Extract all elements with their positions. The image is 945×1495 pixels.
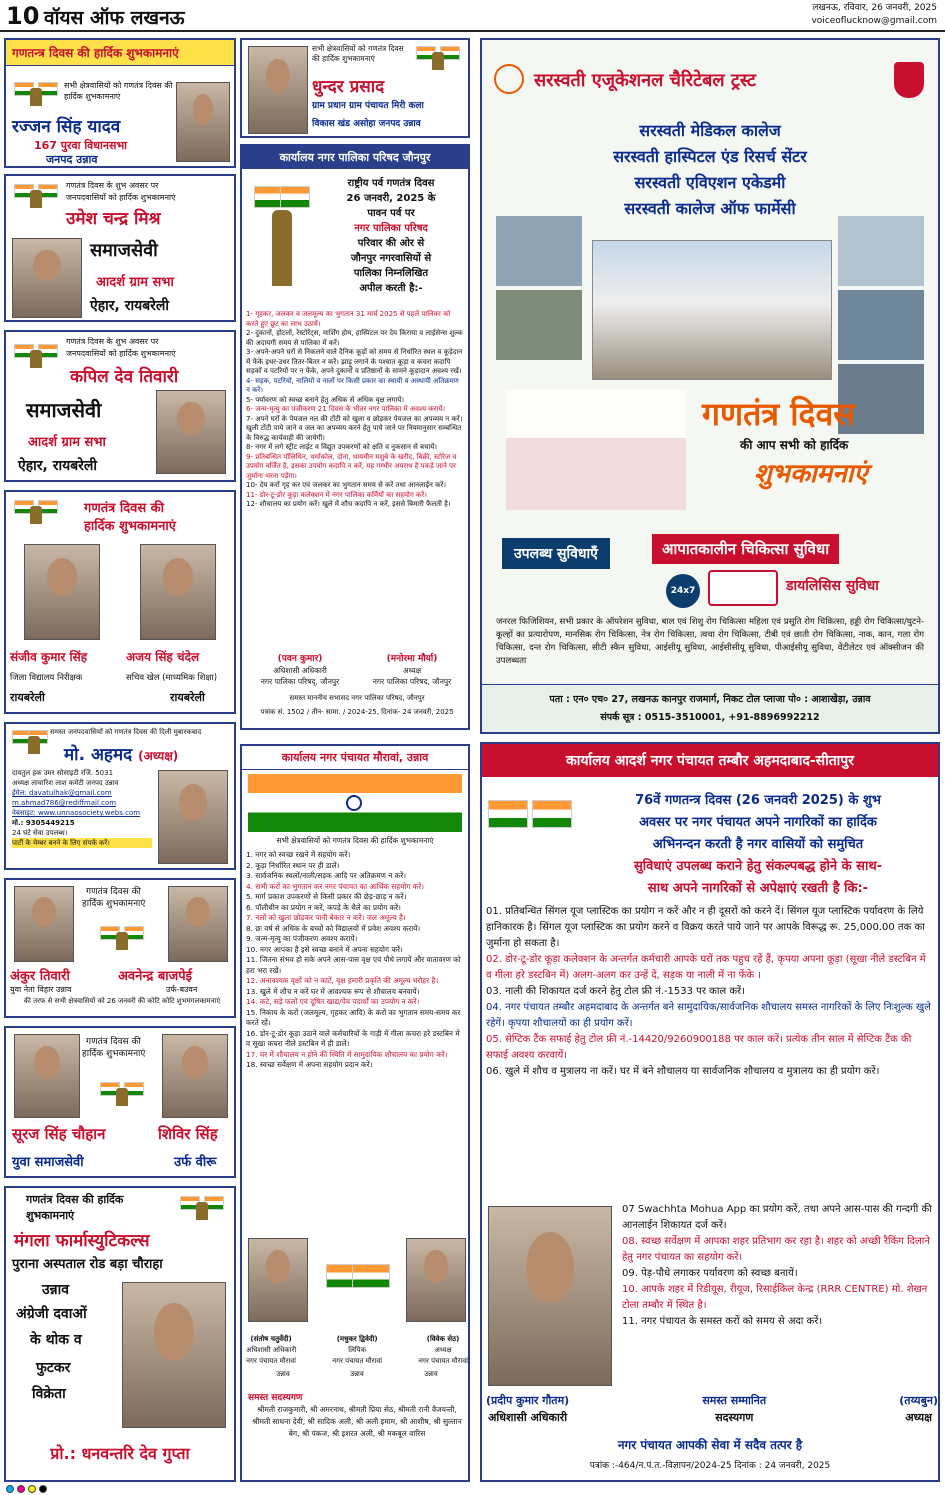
appeal-item: 6- जन्म-मृत्यु का पंजीकरण 21 दिवस के भीतर नगर पालिका में अवश्य करायें। (246, 405, 446, 413)
email-2[interactable]: m.ahmad786@rediffmail.com (12, 799, 117, 807)
services-list: जनरल फिजिशियन, सभी प्रकार के ऑपरेशन सुविधा, बाल एवं शिशु रोग चिकित्सा महिला एवं प्रसूति रोग चिकित्सा, हड्डी रोग चिकित्सा/घुटने-कूल्हों का प्रत्यारोपण, मानसिक रोग चिकित्सा, नेत्र रोग चिकित्सा, त्वचा रोग चिकित्सा, टीबी एवं छाती रोग चिकित्सा, नाक, कान, गला रोग चिकित्सा, दन्त रोग चिकित्सा, सीटी स्कैन सुविधा, आईसीयू सुविधा, आईसीसीयू सुविधा, पीआईसीयू सुविधा, वेंटीलेटर एवं ऑक्सीजन की उपलब्धता (496, 617, 924, 666)
flag-icon-2 (532, 800, 572, 828)
photo-right-1 (838, 216, 924, 286)
signatory-2 (702, 1392, 766, 1426)
name-2: शिविर सिंह (158, 1125, 218, 1143)
expectation-item: 04. नगर पंचायत तम्बौर अहमदाबाद के अन्तर्गत बने सामुदायिक/सार्वजनिक शौचालय समस्त नागरिकों के लिए निःशुल्क खुले रहेगें। कृपया शौचालयों का ही प्रयोग करें। (486, 1002, 931, 1029)
flag-emblem-icon (12, 342, 60, 372)
ad-title-2: हार्दिक शुभकामनाएं (82, 899, 146, 909)
ad-subtitle-2: जनपदवासियों को हार्दिक शुभकामनाएं (66, 193, 176, 202)
ad-suraj-shivir (4, 1026, 236, 1178)
flags-icon (488, 796, 574, 860)
wish-line: की आप सभी को हार्दिक (740, 438, 849, 452)
ad-title-1: गणतंत्र दिवस की (86, 887, 141, 897)
signatory-2 (332, 1334, 382, 1367)
appeal-item: 15. निकाय के करों (जलमूल्य, गृहकर आदि) के करों का भुगतान समय-समय कर करते रहें। (246, 1007, 461, 1027)
ad-subtitle: गणतंत्र दिवस के शुभ अवसर पर (66, 337, 159, 346)
portrait-photo (158, 770, 228, 864)
photo-left-1 (496, 216, 582, 286)
portrait-photo (12, 238, 82, 318)
email-text: voiceoflucknow@gmail.com (811, 16, 937, 26)
portrait-photo-2 (162, 1034, 228, 1118)
appeal-item: 7- अपने घरों के पेयजल नल की टोंटी को खुला व छोड़कर पेयजल का अपव्यय न करें। खुली टोंटी पाये जाने व जल का अपव्यय करने हेतु पाये जाने पर नियमानुसार सम्बन्धित के विरुद्ध कार्यवाही की जायेगी। (246, 414, 463, 442)
republic-day-title: गणतंत्र दिवस (702, 395, 855, 433)
person-name: कपिल देव तिवारी (70, 367, 179, 387)
intro-4: सुविधाएं उपलब्ध कराने हेतु संकल्पबद्ध होने के साथ- (633, 859, 883, 874)
role-1: युवा नेता विहार उन्नाव (10, 985, 72, 994)
wish-script: शुभकामनाएं (754, 459, 868, 489)
sig-office: नगर पालिका परिषद्, जौनपुर (260, 677, 340, 686)
sig-name: (संतोष चतुर्वेदी) (250, 1335, 292, 1343)
org-line-2: अध्यक्ष लावारिश लाश कमेटी जनपद उन्नाव (12, 779, 119, 787)
portrait-photo-1 (14, 886, 74, 962)
expectation-list (482, 904, 938, 1080)
intro-3: पावन पर्व पर (367, 208, 415, 219)
page-number: 10 (6, 2, 40, 30)
badge-24x7-icon: 24x7 (666, 574, 700, 608)
name-1: सूरज सिंह चौहान (12, 1125, 106, 1143)
office-title: कार्यालय आदर्श नगर पंचायत तम्बौर अहमदाबाद-सीतापुर (482, 744, 938, 777)
sig-office: नगर पंचायत मौरावां (246, 1357, 296, 1365)
expectation-item: 10. आपके शहर में रिडीयूस, रीयूज, रिसाईकिल केन्द्र (RRR CENTRE) मो. शेखन टोला तम्बौर में स्थित है। (622, 1284, 928, 1311)
intro-text (316, 176, 466, 296)
ad-subtitle: सभी क्षेत्रवासियों को गणतंत्र दिवस की हार्दिक शुभकामनाएं (312, 44, 404, 63)
appeal-item: 8- नगर में लगे स्ट्रीट लाईट व विद्युत उपकरणों को क्षति व नुकसान से बचायें। (246, 443, 438, 451)
sig-role: सदस्यगण (715, 1411, 754, 1424)
town: ऐहार, रायबरेली (90, 298, 170, 314)
photo-right-2 (838, 290, 924, 360)
flag-icon (488, 800, 528, 828)
color-registration-marks (0, 1485, 945, 1495)
officials-photos (248, 1238, 466, 1326)
expectation-item: 06. खुले में शौच व मुत्रालय ना करें। घर में बने शौचालय या सार्वजनिक शौचालय व मुत्रालय का ही प्रयोग करें। (486, 1066, 880, 1077)
institution-2: सरस्वती हास्पिटल एंड रिसर्च सेंटर (613, 147, 807, 166)
ad-title-2: शुभकामनाएं (26, 1209, 75, 1222)
expectation-item: 03. नाली की शिकायत दर्ज करने हेतु टोल फ्री नं.-1533 पर काल करें। (486, 986, 745, 997)
ad-title-2: हार्दिक शुभकामनाएं (84, 519, 176, 534)
ad-sanjeev-ajay (4, 490, 236, 714)
business-name: मंगला फार्मास्युटिकल्स (14, 1231, 150, 1251)
mark-y (28, 1485, 36, 1493)
appeal-item: 3- अपने-अपने घरों से निकलने वाले दैनिक कूड़ों को समय से निर्धारित स्थल व कूड़ेदान में फेंके इधर-उधर तितर-बितर न करें। झाड़ू लगाने के पश्चात कूड़ा व कचरा कदापि सड़कों व पटरियों पर न फेंके, अपने दुकानों व प्रतिष्ठानों के सामने कूड़ादान अवश्य रखें। (246, 348, 463, 375)
emergency-label: आपातकालीन चिकित्सा सुविधा (652, 534, 839, 564)
officer-photo (488, 1206, 612, 1386)
address: पुराना अस्पताल रोड बड़ा चौराहा (12, 1257, 163, 1272)
ad-kapil-tiwari (4, 330, 236, 482)
reference-line: पत्रांक :-464/न.पं.त.-विज्ञापन/2024-25 दिनांक : 24 जनवरी, 2025 (589, 1461, 831, 1471)
sig-name: (तय्यबुन) (899, 1394, 938, 1407)
phone: मो.: 9305449215 (12, 819, 75, 827)
appeal-item: 3. सार्वजनिक स्थलों/नाली/सड़क आदि पर अतिक्रमण न करें। (246, 871, 406, 880)
appeal-item: 13. खुले में शौच न करें घर में आवश्यक रूप से शौचालय बनवायें। (246, 986, 420, 996)
intro-2: अवसर पर नगर पंचायत अपने नागरिकों का हार्दिक (639, 815, 877, 830)
person-name (64, 742, 178, 765)
appeal-item: 10- देय करों गृह कर एवं जलकर का भुगतान समय से करें तथा आनलाईन करें। (246, 481, 447, 489)
signatory-2 (360, 654, 464, 687)
desc-4: विक्रेता (32, 1386, 66, 1402)
chakra-icon (346, 795, 362, 811)
appeal-item: 9- प्रतिबन्धित पॉलिथिन, थर्माकोल, दोना, थायमीन मशुबे के खरीद, बिक्री, स्टोरेज व उपयोग वर्जित है, इसका उपयोग कदापि न करें, यह गम्भीर अपराध है पकड़े जाने पर जुर्माना भरना पड़ेगा। (246, 452, 457, 480)
signatories (246, 1334, 468, 1367)
place-2: रायबरेली (170, 691, 205, 704)
contact: संपर्क सूत्र : 0515-3510001, +91-8896992212 (600, 712, 820, 723)
expectation-item: 07 Swachhta Mohua App का प्रयोग करें, तथा अपने आस-पास की गन्दगी की आनलाईन शिकायत दर्ज करें। (622, 1204, 932, 1231)
ad-dhundar-prasad (240, 38, 470, 138)
ad-subtitle: सभी क्षेत्रवासियों को गणतंत्र दिवस की हार्दिक शुभकामनाएं (276, 836, 434, 845)
expectation-list-2 (618, 1202, 938, 1330)
expectation-item: 11. नगर पंचायत के समस्त करों को समय से अदा करें। (622, 1316, 823, 1327)
intro-3: अभिनन्दन करती है नगर वासियों को समुचित (652, 837, 864, 852)
flag-emblem-icon (414, 44, 462, 74)
intro-8: अपील करती है:- (359, 283, 423, 294)
masthead (0, 0, 945, 32)
emblem-icon (272, 210, 292, 286)
place-1: रायबरेली (10, 691, 45, 704)
person-name: उमेश चन्द्र मिश्र (66, 209, 161, 229)
appeal-item: 18. स्वच्छ सर्वेक्षण में अपना सहयोग प्रदान करें। (246, 1060, 373, 1069)
expectation-item: 02. डोर-टू-डोर कूड़ा कलेक्शन के अन्तर्गत कर्मचारी आपके घरों तक पहुच रहें हैं, कृपया अपना कूड़ा (सूखा नीले डस्टबिन में व गीला हरे डस्टबिन में) अलग-अलग कर उन्हें दें, सड़क या नाली में ना फेंके । (486, 954, 926, 981)
ambulance-icon (708, 570, 778, 606)
flags-image (250, 180, 314, 290)
expectation-item: 05. सेप्टिक टैंक सफाई हेतु टोल फ्री नं.-14420/9260900188 पर काल करें। प्रत्येक तीन साल में सेप्टिक टैंक की सफाई अवश्य करवायें। (486, 1034, 912, 1061)
appeal-item: 17. घर में शौचालय न होने की स्थिति में सामुदायिक शौचालय का प्रयोग करें। (246, 1049, 448, 1059)
ad-title-2: हार्दिक शुभकामनाएं (82, 1049, 146, 1059)
person-tag: (अध्यक्ष) (138, 749, 179, 763)
website[interactable]: वेबसाइट: www.unnaosociety.webs.com (12, 809, 141, 817)
members-line: समस्त माननीय सभासद नगर पालिका परिषद, जौनपुर (289, 694, 425, 702)
appeal-item: 9. जन्म-मृत्यु का पंजीकरण अवश्य करायें। (246, 934, 358, 943)
contact-bar (482, 684, 938, 732)
sig-role: अधिशासी अधिकारी (488, 1411, 568, 1424)
appeal-item: 12- शौचालय का प्रयोग करें। खुले में शौच कदापि न करें, इससे बिमारी फैलती है। (246, 500, 451, 508)
intro-5: परिवार की ओर से (357, 238, 425, 249)
constituency: 167 पुरवा विधानसभा (34, 139, 128, 152)
sig-name: (प्रदीप कुमार गौतम) (486, 1394, 570, 1407)
intro-5: साथ अपने नागरिकों से अपेक्षाएं रखती है कि:- (647, 881, 869, 896)
portrait-photo (122, 1282, 226, 1428)
appeal-item: 10. नगर आपका है इसे स्वच्छ बनाने में अपना सहयोग करें। (246, 944, 403, 954)
intro-4: नगर पालिका परिषद (354, 223, 428, 234)
place-2: उन्नाव (350, 1370, 364, 1378)
appeal-item: 4. सभी करों का भुगतान कर नगर पंचायत का आर्थिक सहयोग करें। (246, 881, 425, 891)
flag-emblem-icon (178, 1194, 226, 1224)
sig-office: नगर पालिका परिषद, जौनपुर (372, 677, 452, 686)
appeal-item: 4- सड़क, पटरियों, नालियों व नालों पर किसी प्रकार का स्थायी व अस्थायी अतिक्रमण न करें। (246, 376, 459, 394)
campus-photo (592, 240, 832, 380)
ad-subtitle: समस्त जनपदवासियों को गणतंत्र दिवस की दिली मुबारकबाद (50, 728, 202, 736)
sig-role: अध्यक्ष (905, 1411, 933, 1424)
intro-2: 26 जनवरी, 2025 के (346, 193, 436, 204)
intro-7: पालिका निम्नलिखित (353, 268, 429, 279)
trust-logo-icon (494, 64, 524, 94)
ad-nagar-panchayat-mauranwan (240, 744, 470, 1482)
desc-2: के थोक व (30, 1332, 82, 1348)
facilities-label: उपलब्ध सुविधाएँ (502, 538, 610, 569)
service-note: 24 घंटे सेवा उपलब्ध। (12, 829, 68, 837)
appeal-item: 7. नलों को खुला छोड़कर पानी बेकार न करें। जल अमूल्य है। (246, 913, 406, 922)
ad-title-1: गणतंत्र दिवस की हार्दिक (26, 1193, 124, 1206)
portrait-photo-2 (140, 544, 216, 640)
greeting-line: की तरफ से सभी क्षेत्रवासियों को 26 जनवरी की कोटि कोटि शुभमंगलकामनाएं (23, 997, 221, 1005)
info-lines (12, 768, 152, 848)
portrait-photo-2 (168, 886, 228, 962)
town: ऐहार, रायबरेली (18, 458, 98, 474)
flag-icon-2 (280, 186, 310, 208)
appeal-item: 1- गृहकर, जलकर व जलमूल्य का भुगतान 31 मार्च 2025 से पहले पालिका को करते हुए छूट का लाभ उठायें। (246, 310, 451, 328)
sig-role: अधिशासी अधिकारी (273, 666, 327, 675)
signatory-1 (486, 1392, 569, 1426)
signatories (486, 1392, 938, 1426)
institution-4: सरस्वती कालेज ऑफ फार्मेसी (624, 199, 796, 218)
appeal-item: 1. नगर को स्वच्छ रखने में सहयोग करें। (246, 850, 351, 859)
appeal-item: 5- पर्यावरण को स्वच्छ बनाने हेतु अधिक से अधिक वृक्ष लगायें। (246, 395, 405, 404)
person-name: धुन्दर प्रसाद (312, 77, 385, 97)
role-1: जिला विद्यालय निरीक्षक (10, 673, 83, 683)
desc-1: अंग्रेजी दवाओं (16, 1306, 87, 1322)
sig-name: समस्त सम्मानित (702, 1394, 767, 1407)
intro-text (578, 790, 938, 900)
place-1: उन्नाव (276, 1370, 290, 1378)
ad-mangla-pharma (4, 1186, 236, 1482)
ad-title: गणतन्त्र दिवस की हार्दिक शुभकामनाएं (6, 40, 234, 66)
appeal-item: 6. पॉलीथीन का प्रयोग न करें, कपड़े के थैले का प्रयोग करें। (246, 902, 401, 912)
sig-role: अध्यक्ष (434, 1346, 452, 1354)
district: जनपद उन्नाव (46, 153, 98, 166)
place-line (246, 1370, 468, 1379)
date-line (811, 2, 937, 28)
intro-1: राष्ट्रीय पर्व गणतंत्र दिवस (347, 178, 435, 189)
red-fort-illustration (506, 390, 686, 510)
signatory-3 (899, 1392, 938, 1426)
role-2: उर्फ वीरू (174, 1155, 217, 1170)
portrait-photo-1 (14, 1034, 80, 1118)
flag-emblem-icon (12, 80, 60, 110)
appeal-item: 14. कटे, सड़े फलों एवं दूषित खाद्य/पेय पदार्थों का उपयोग न करें। (246, 997, 420, 1006)
designation: ग्राम प्रधान ग्राम पंचायत मिरी कला (312, 101, 424, 111)
institution-1: सरस्वती मेडिकल कालेज (639, 121, 781, 140)
institution-3: सरस्वती एविएशन एकेडमी (634, 173, 786, 192)
appeal-item: 16. डोर-टू-डोर कूड़ा उठाने वाले कर्मचारियों के गाड़ी में गीला कचरा हरे डस्टबिन में व सूखा कचरा नीले डस्टबिन में ही डालें। (246, 1028, 460, 1048)
village: आदर्श ग्राम सभा (96, 275, 174, 290)
name-2: अवनेन्द्र बाजपेई (118, 969, 193, 984)
name-1: अंकुर तिवारी (10, 969, 70, 984)
office-title: कार्यालय नगर पंचायत मौरावां, उन्नाव (242, 746, 468, 770)
sig-name: (मधुकर द्विवेदी) (336, 1335, 378, 1343)
flag-emblem-icon (12, 182, 60, 212)
flag-emblem-icon (12, 498, 60, 528)
ad-saraswati-trust (480, 38, 940, 734)
expectation-item: 09. पेड़-पौधे लगाकर पर्यावरण को स्वच्छ बनायें। (622, 1268, 798, 1279)
ad-rajjan-singh (4, 38, 236, 168)
members-list: श्रीमती राजकुमारी, श्री अमरनाथ, श्रीमती प्रिया सेठ, श्रीमती रानी वैजयन्ती, श्रीमती साधना देवी, श्री सादिक अली, श्री अली इमाम, श्री आशीष, श्री सुल्तान बेग, श्री पंकज, श्री इशरत अली, श्री मकबूल वारिस (252, 1405, 462, 1438)
appeal-item: 11- डोर-टू-डोर कूड़ा कलेक्शन में नगर पालिका कर्मियों का सहयोग करें। (246, 490, 427, 499)
expectation-item: 08. स्वच्छ सर्वेक्षण में आपका शहर प्रतिभाग कर रहा है। शहर को अच्छी रैकिंग दिलाने हेतु नगर पंचायत का सहयोग करें। (622, 1236, 930, 1263)
role-2: उर्फ-बउवन (166, 985, 198, 994)
ad-umesh-mishra (4, 174, 236, 322)
org-line: दावतुल हक उमर सोसाइटी रजि. 5031 (12, 769, 114, 777)
sig-role: अधिशासी अधिकारी (246, 1346, 297, 1354)
portrait-photo (156, 390, 226, 474)
ad-ankur-avnendra (4, 878, 236, 1018)
mark-c (6, 1485, 14, 1493)
dateline-text: लखनऊ, रविवार, 26 जनवरी, 2025 (812, 3, 937, 13)
trust-name: सरस्वती एजूकेशनल चैरिटेबल ट्रस्ट (534, 70, 756, 91)
office-title: कार्यालय नगर पालिका परिषद जौनपुर (242, 146, 468, 169)
ad-subtitle-2: जनपदवासियों को हार्दिक शुभकामनाएं (66, 349, 176, 358)
ad-title-1: गणतंत्र दिवस की (86, 1037, 141, 1047)
ad-subtitle: गणतंत्र दिवस के शुभ अवसर पर (66, 181, 159, 190)
portrait-photo-1 (248, 1238, 308, 1322)
appeal-item: 2. कूड़ा निर्धारित स्थान पर ही डालें। (246, 860, 340, 870)
desc-3: फुटकर (36, 1360, 71, 1376)
signatory-1 (250, 654, 350, 687)
email-1[interactable]: ईमेल: davatulhak@gmail.com (12, 789, 112, 797)
member-note: पार्टी के मेम्बर बनने के लिए संपर्क करें। (12, 838, 152, 848)
appeal-item: 8. छः वर्ष से अधिक के बच्चों को विद्यालयों में प्रवेश अवश्य करायें। (246, 923, 421, 933)
intro-1: 76वें गणतन्त्र दिवस (26 जनवरी 2025) के शुभ (635, 793, 881, 808)
name-2: अजय सिंह चंदेल (126, 650, 200, 664)
person-name: रज्जन सिंह यादव (12, 117, 121, 137)
sig-name: (मनोरमा मौर्या) (386, 654, 438, 664)
reference-line: पत्रांक सं. 1502 / तीन- सामा. / 2024-25, दिनांक- 24 जनवरी, 2025 (260, 708, 454, 716)
sig-office: नगर पंचायत मौरावां (332, 1357, 383, 1365)
proprietor: प्रो.: धनवन्तरि देव गुप्ता (50, 1444, 190, 1463)
newspaper-name: वॉयस ऑफ लखनऊ (44, 7, 185, 29)
dialysis-label: डायलिसिस सुविधा (786, 578, 879, 594)
role: समाजसेवी (90, 240, 158, 261)
signatory-1 (246, 1334, 296, 1367)
flag-emblem-icon (10, 728, 50, 758)
portrait-photo (176, 82, 230, 162)
block-district: विकास खंड असोहा जनपद उन्नाव (312, 119, 421, 129)
appeal-list (242, 310, 468, 510)
members-title: समस्त सदस्यगण (248, 1393, 303, 1403)
place-3: उन्नाव (424, 1370, 438, 1378)
flag-icon-2 (352, 1264, 390, 1288)
sig-name: (पवन कुमार) (277, 654, 323, 664)
appeal-item: 5. मार्ग प्रकाश उपकरणों से किसी प्रकार की छेड़-छाड़ न करें। (246, 892, 407, 901)
institutions (482, 118, 938, 222)
ad-title-1: गणतंत्र दिवस की (84, 501, 164, 516)
photo-left-2 (496, 290, 582, 360)
person-name-text: मो. अहमद (64, 745, 133, 765)
flag-emblem-icon (98, 924, 146, 954)
role-2: सचिव खेल (माध्यमिक शिक्षा) (126, 673, 218, 683)
mark-m (17, 1485, 25, 1493)
intro-6: जौनपुर नगरवासियों से (350, 253, 432, 264)
ad-mo-ahmad (4, 722, 236, 870)
sig-office: नगर पंचायत मौरावां (418, 1357, 468, 1365)
city: उन्नाव (42, 1282, 70, 1298)
shield-logo-icon (894, 62, 924, 98)
sig-role: अध्यक्ष (402, 666, 422, 675)
address: पता : एन० एच० 27, लखनऊ कानपुर राजमार्ग, निकट टोल प्लाजा पो० : आशाखेड़ा, उन्नाव (549, 694, 871, 705)
portrait-photo-1 (24, 544, 100, 640)
mark-k (39, 1485, 47, 1493)
name-1: संजीव कुमार सिंह (10, 650, 88, 664)
appeal-item: 12. अनावश्यक वृक्षों को न काटें, वृक्ष हमारी प्रकृति की अमूल्य धरोहर है। (246, 976, 439, 985)
tricolor-banner (248, 774, 462, 832)
portrait-photo-2 (406, 1238, 466, 1322)
appeal-item: 11. जितना संभव हो सके अपने आस-पास वृक्ष एवं पौधे लगायें और वातावरण को हरा भरा रखें। (246, 955, 461, 975)
expectation-item: 01. प्रतिबन्धित सिंगल यूज प्लास्टिक का प्रयोग न करें और न ही दूसरों को करने दें। सिंगल यूज प्लास्टिक पर्यावरण के लिये हानिकारक है। सिंगल यूज प्लास्टिक का प्रयोग करने व विक्रय करते पाये जाने पर आपके विरूद्ध रू. 25,000.00 तक का जुर्माना हो सकता है। (486, 906, 925, 949)
slogan: नगर पंचायत आपकी सेवा में सदैव तत्पर है (617, 1438, 803, 1452)
role-1: युवा समाजसेवी (12, 1155, 84, 1170)
flag-emblem-icon (98, 1080, 146, 1110)
appeal-item: 2- दुकानों, होटलों, रेस्टोरेंट्स, मार्शिंग होम, हास्पिटल पर देय किराया व लाईसेन्स शुल्क की अदायगी समय से पालिका में करें। (246, 329, 463, 347)
signatory-3 (418, 1334, 468, 1367)
sig-name: (विवेक सेठ) (426, 1335, 460, 1343)
ad-nagar-panchayat-tambaur (480, 742, 940, 1482)
portrait-photo (248, 46, 308, 134)
ad-nagar-palika-jaunpur (240, 144, 470, 730)
ad-subtitle: सभी क्षेत्रवासियों को गणतंत्र दिवस की हार्दिक शुभकामनाएं (64, 81, 173, 101)
role: समाजसेवी (26, 398, 102, 422)
appeal-list (242, 850, 468, 1071)
village: आदर्श ग्राम सभा (28, 435, 106, 450)
sig-role: लिपिक (348, 1346, 367, 1354)
